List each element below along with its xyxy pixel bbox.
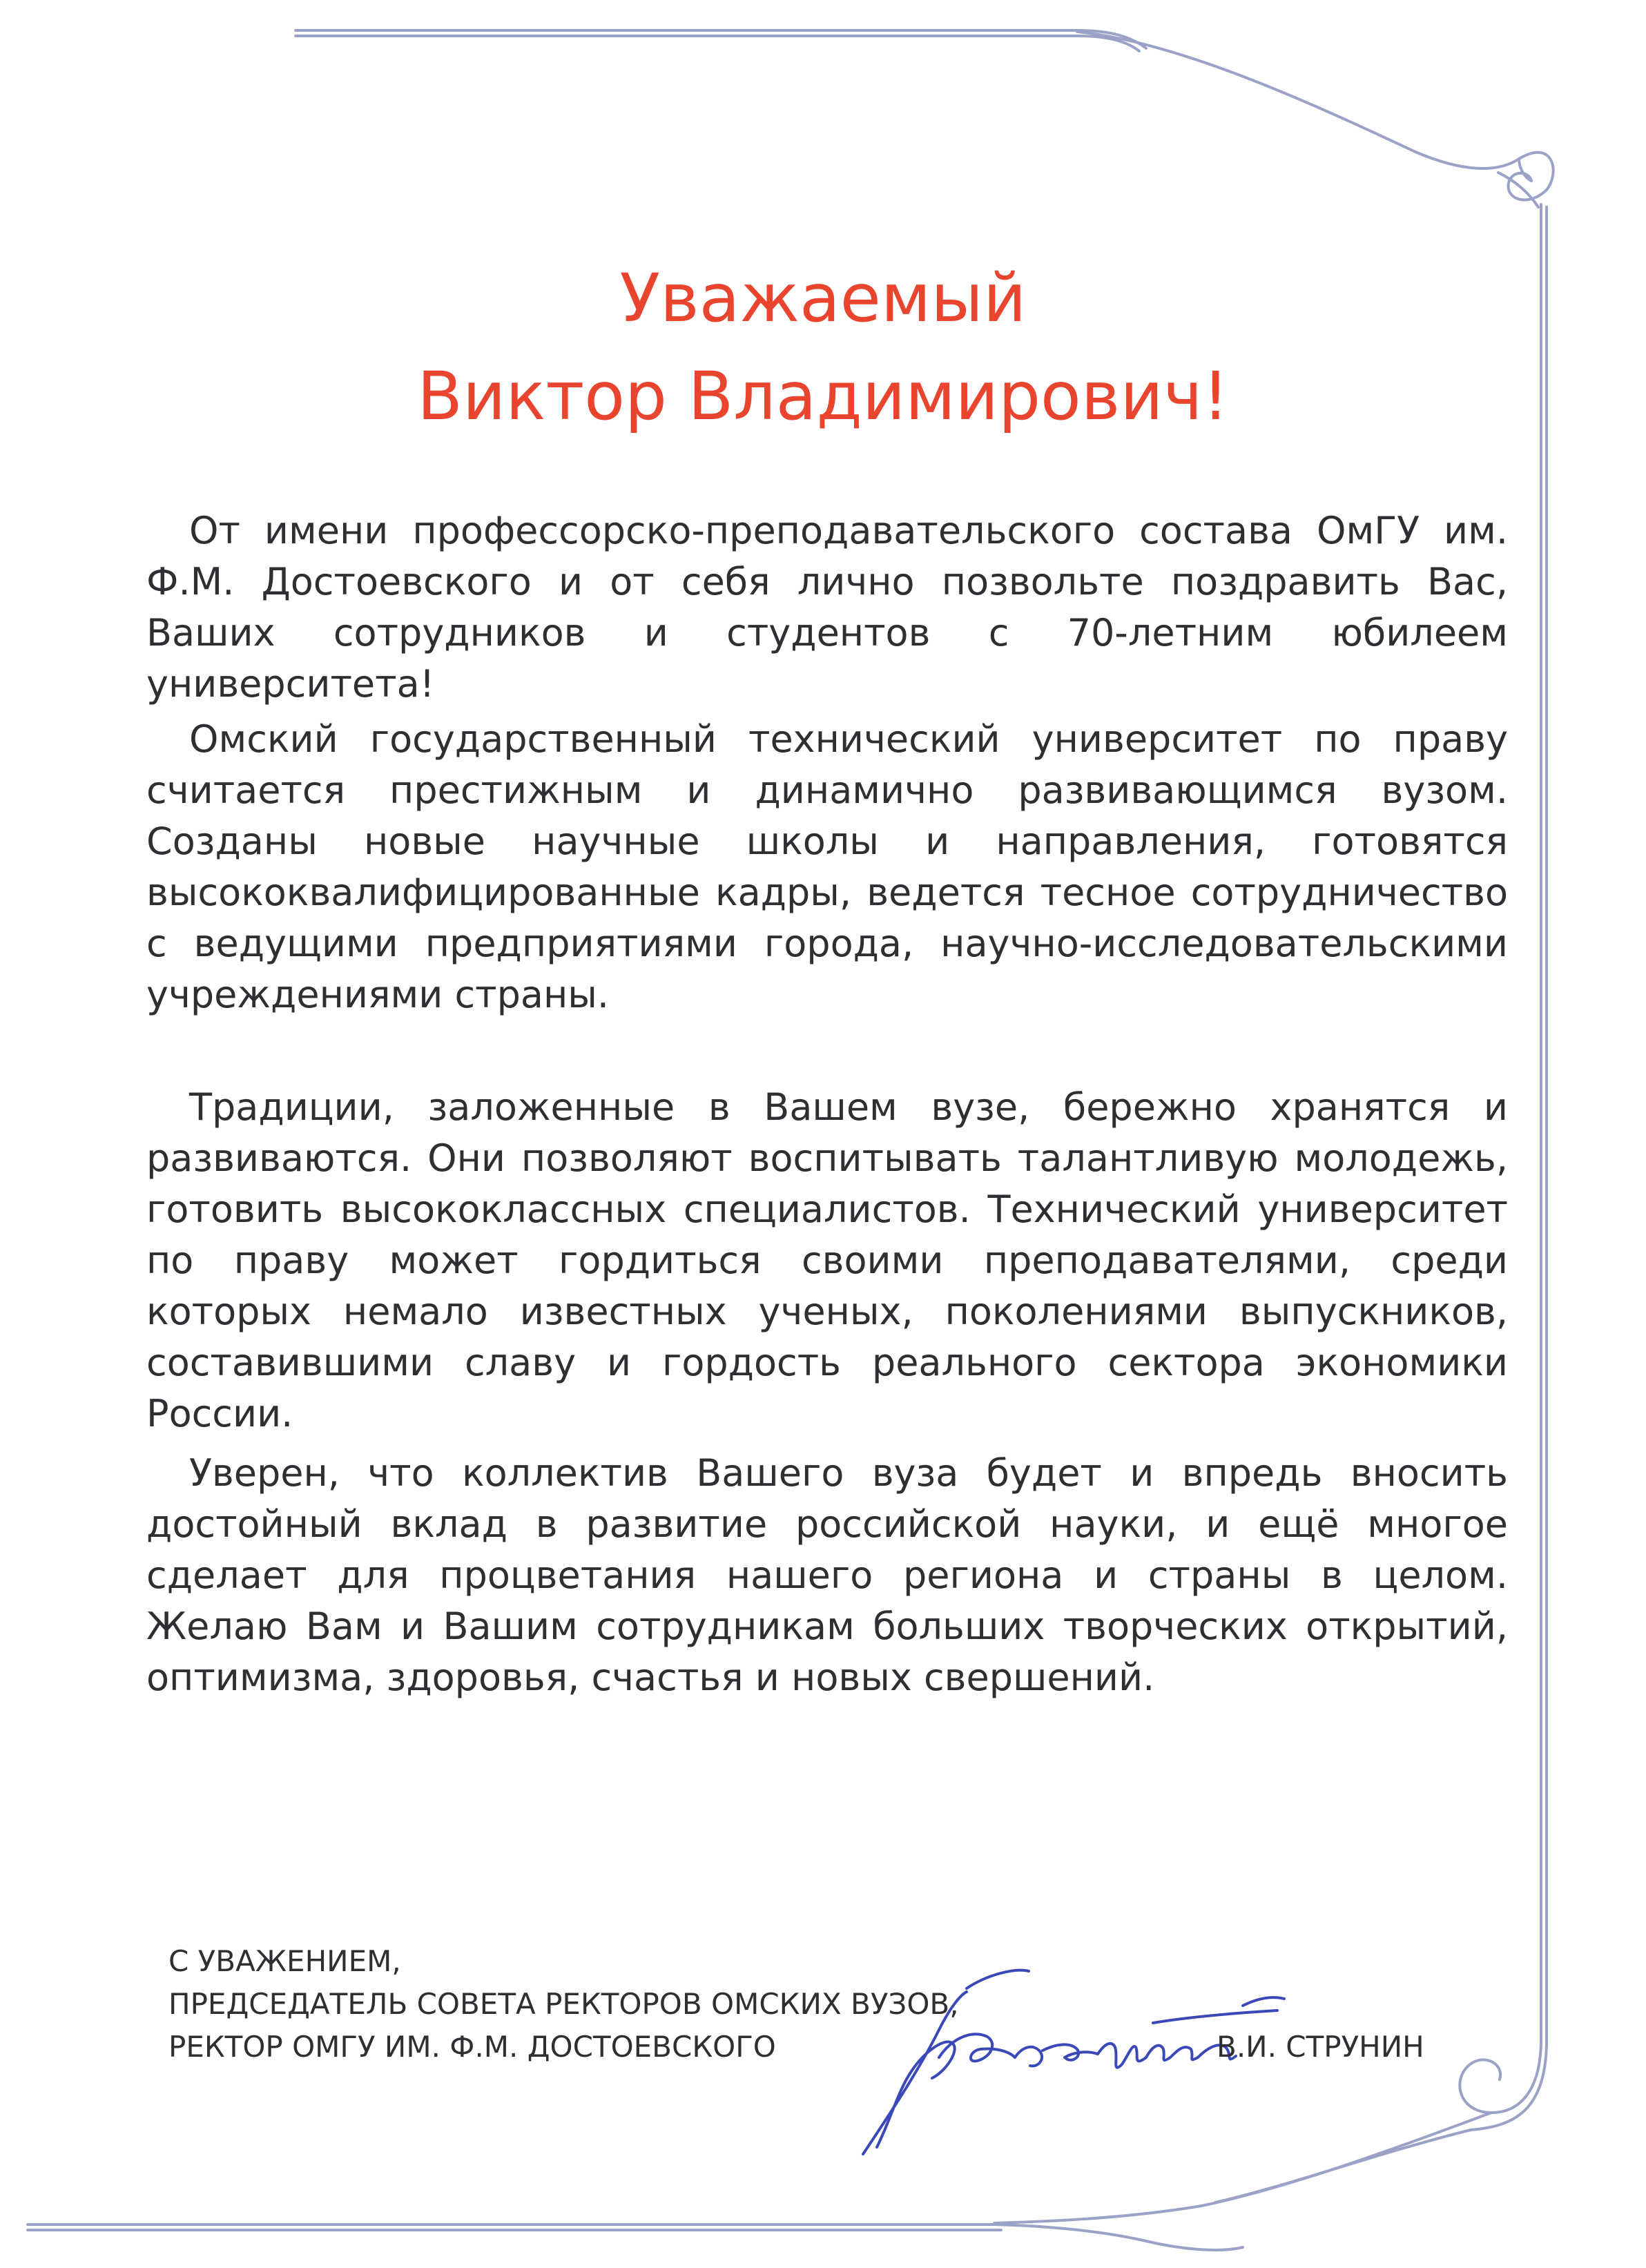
- closing-block: [168, 1940, 959, 2068]
- closing-line-chairman: ПРЕДСЕДАТЕЛЬ СОВЕТА РЕКТОРОВ ОМСКИХ ВУЗОВ,: [168, 1987, 959, 2021]
- paragraph-1: От имени профессорско-преподавательского состава ОмГУ им. Ф.М. Достоевского и от себя лично позвольте поздравить Вас, Ваших сотрудников и студентов с 70-летним юбилеем университета!: [146, 509, 1508, 706]
- greeting-line-2: Виктор Владимирович!: [417, 358, 1229, 435]
- closing-line-rector: РЕКТОР ОМГУ ИМ. Ф.М. ДОСТОЕВСКОГО: [168, 2030, 776, 2064]
- signer-name: В.И. СТРУНИН: [1217, 2030, 1424, 2064]
- paragraph-3: Традиции, заложенные в Вашем вузе, бережно хранятся и развиваются. Они позволяют воспитывать талантливую молодежь, готовить высококлассных специалистов. Технический университет по праву может гордиться своими преподавателями, среди которых немало известных ученых, поколениями выпускников, составившими славу и гордость реального сектора экономики России.: [146, 1085, 1508, 1435]
- paragraph-2: Омский государственный технический университет по праву считается престижным и динамично развивающимся вузом. Созданы новые научные школы и направления, готовятся высококвалифицированные кадры, ведется тесное сотрудничество с ведущими предприятиями города, научно-исследовательскими учреждениями страны.: [146, 717, 1508, 1016]
- paragraph-4: Уверен, что коллектив Вашего вуза будет и впредь вносить достойный вклад в развитие российской науки, и ещё многое сделает для процветания нашего региона и страны в целом. Желаю Вам и Вашим сотрудникам больших творческих открытий, оптимизма, здоровья, счастья и новых свершений.: [146, 1451, 1508, 1699]
- closing-line-regards: С УВАЖЕНИЕМ,: [168, 1944, 401, 1978]
- greeting-line-1: Уважаемый: [619, 260, 1027, 337]
